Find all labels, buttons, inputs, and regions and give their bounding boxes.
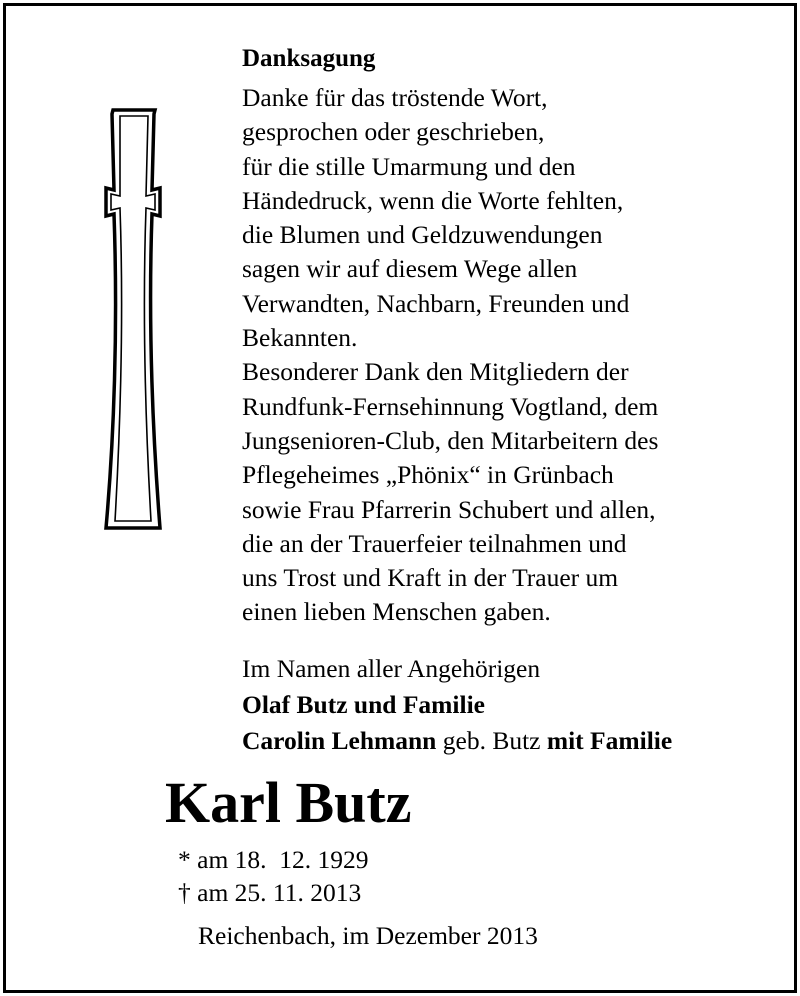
text-line: Besonderer Dank den Mitgliedern der [242,357,629,387]
text-line: uns Trost und Kraft in der Trauer um [242,563,619,593]
text-line: Bekannten. [242,323,358,353]
thank-you-text [242,81,792,630]
deceased-name: Karl Butz [165,770,412,835]
notice-heading: Danksagung [242,45,376,72]
signature-block [242,651,672,759]
text-line: Rundfunk-Fernsehinnung Vogtland, dem [242,391,659,421]
text-line: die an der Trauerfeier teilnahmen und [242,528,627,558]
christian-cross-icon [104,108,162,532]
place-and-date: Reichenbach, im Dezember 2013 [198,921,538,950]
text-line: Danke für das tröstende Wort, [242,83,548,112]
signature-name: Carolin Lehmann [242,726,437,755]
text-line: Händedruck, wenn die Worte fehlten, [242,185,624,215]
birth-date: * am 18. 12. 1929 [178,845,369,874]
text-line: sowie Frau Pfarrerin Schubert und allen, [242,494,656,524]
text-line: sagen wir auf diesem Wege allen [242,254,578,284]
signature-family-1: Olaf Butz und Familie [242,690,485,719]
life-dates [178,843,369,909]
death-date: † am 25. 11. 2013 [178,878,362,907]
text-line: die Blumen und Geldzuwendungen [242,220,603,250]
text-line: Jungsenioren-Club, den Mitarbeitern des [242,425,659,455]
text-line: Verwandten, Nachbarn, Freunden und [242,288,630,318]
text-line: für die stille Umarmung und den [242,151,576,181]
signature-intro: Im Namen aller Angehörigen [242,654,541,683]
text-line: einen lieben Menschen gaben. [242,597,551,627]
signature-family-2 [242,723,672,759]
text-line: gesprochen oder geschrieben, [242,117,545,147]
signature-maiden-name: geb. Butz [436,726,547,755]
text-line: Pflegeheimes „Phönix“ in Grünbach [242,460,614,490]
signature-suffix: mit Familie [546,726,673,755]
